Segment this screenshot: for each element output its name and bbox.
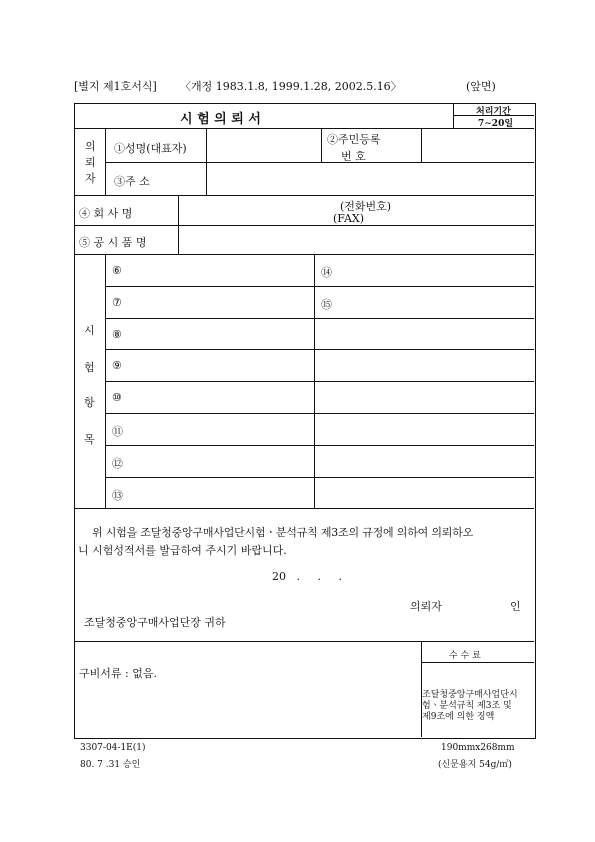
id-label-2: 번 호: [341, 150, 366, 163]
phone-label: (전화번호): [340, 200, 392, 213]
requester-label-2: 뢰: [85, 156, 96, 169]
seal-label: 인: [510, 600, 521, 613]
fee-text-2: 험ㆍ분석규칙 제3조 및: [422, 701, 512, 711]
request-text-line2: 니 시험성적서를 발급하여 주시기 바랍니다.: [78, 544, 287, 557]
fee-text-3: 제9조에 의한 징액: [422, 712, 495, 722]
test-item-number: ⑫: [112, 457, 123, 470]
approval-date: 80. 7 .31 승인: [80, 760, 141, 770]
fee-label: 수 수 료: [449, 651, 481, 661]
form-frame: [74, 103, 536, 739]
test-item-number: ⑭: [321, 266, 332, 279]
test-item-number: ⑦: [112, 296, 122, 309]
fee-text-1: 조달청중앙구매사업단시: [422, 690, 518, 700]
address-label: ③주 소: [114, 175, 150, 188]
attachments-label: 구비서류 : 없음.: [79, 667, 157, 680]
test-items-label-2: 험: [84, 361, 95, 374]
test-items-label-3: 항: [84, 396, 95, 409]
test-item-number: ⑩: [112, 391, 122, 404]
paper-spec: (신문용지 54g/㎡): [438, 760, 512, 770]
fax-label: (FAX): [333, 212, 365, 225]
test-item-name-label: ⑤ 공 시 품 명: [79, 236, 147, 249]
test-item-number: ⑬: [112, 489, 123, 502]
request-date: 20 . . .: [272, 570, 342, 583]
form-label: [별지 제1호서식]: [74, 80, 157, 93]
form-title: 시 험 의 뢰 서: [180, 112, 261, 127]
company-name-label: ④ 회 사 명: [79, 207, 133, 220]
id-label-1: ②주민등록: [327, 133, 381, 146]
processing-period: 7∼20일: [478, 119, 514, 129]
test-item-number: ⑪: [112, 425, 123, 438]
test-items-label-1: 시: [84, 324, 95, 337]
test-item-number: ⑨: [112, 359, 122, 372]
revision-note: 〈개정 1983.1.8, 1999.1.28, 2002.5.16〉: [180, 80, 402, 93]
test-item-number: ⑮: [321, 298, 332, 311]
name-label: ①성명(대표자): [114, 142, 187, 155]
requester-label-1: 의: [85, 140, 96, 153]
addressee: 조달청중앙구매사업단장 귀하: [84, 616, 226, 629]
page-side: (앞면): [466, 80, 496, 93]
processing-label: 처리기간: [476, 107, 511, 117]
requester-label-3: 자: [85, 172, 96, 185]
test-item-number: ⑥: [112, 264, 122, 277]
test-items-label-4: 목: [84, 433, 95, 446]
test-item-number: ⑧: [112, 328, 122, 341]
requester-sign-label: 의뢰자: [410, 600, 442, 613]
form-code: 3307-04-1E(1): [80, 743, 146, 753]
request-text-line1: 위 시험을 조달청중앙구매사업단시험ㆍ분석규칙 제3조의 규정에 의하여 의뢰하오: [92, 526, 474, 539]
paper-size: 190mmx268mm: [441, 743, 515, 753]
